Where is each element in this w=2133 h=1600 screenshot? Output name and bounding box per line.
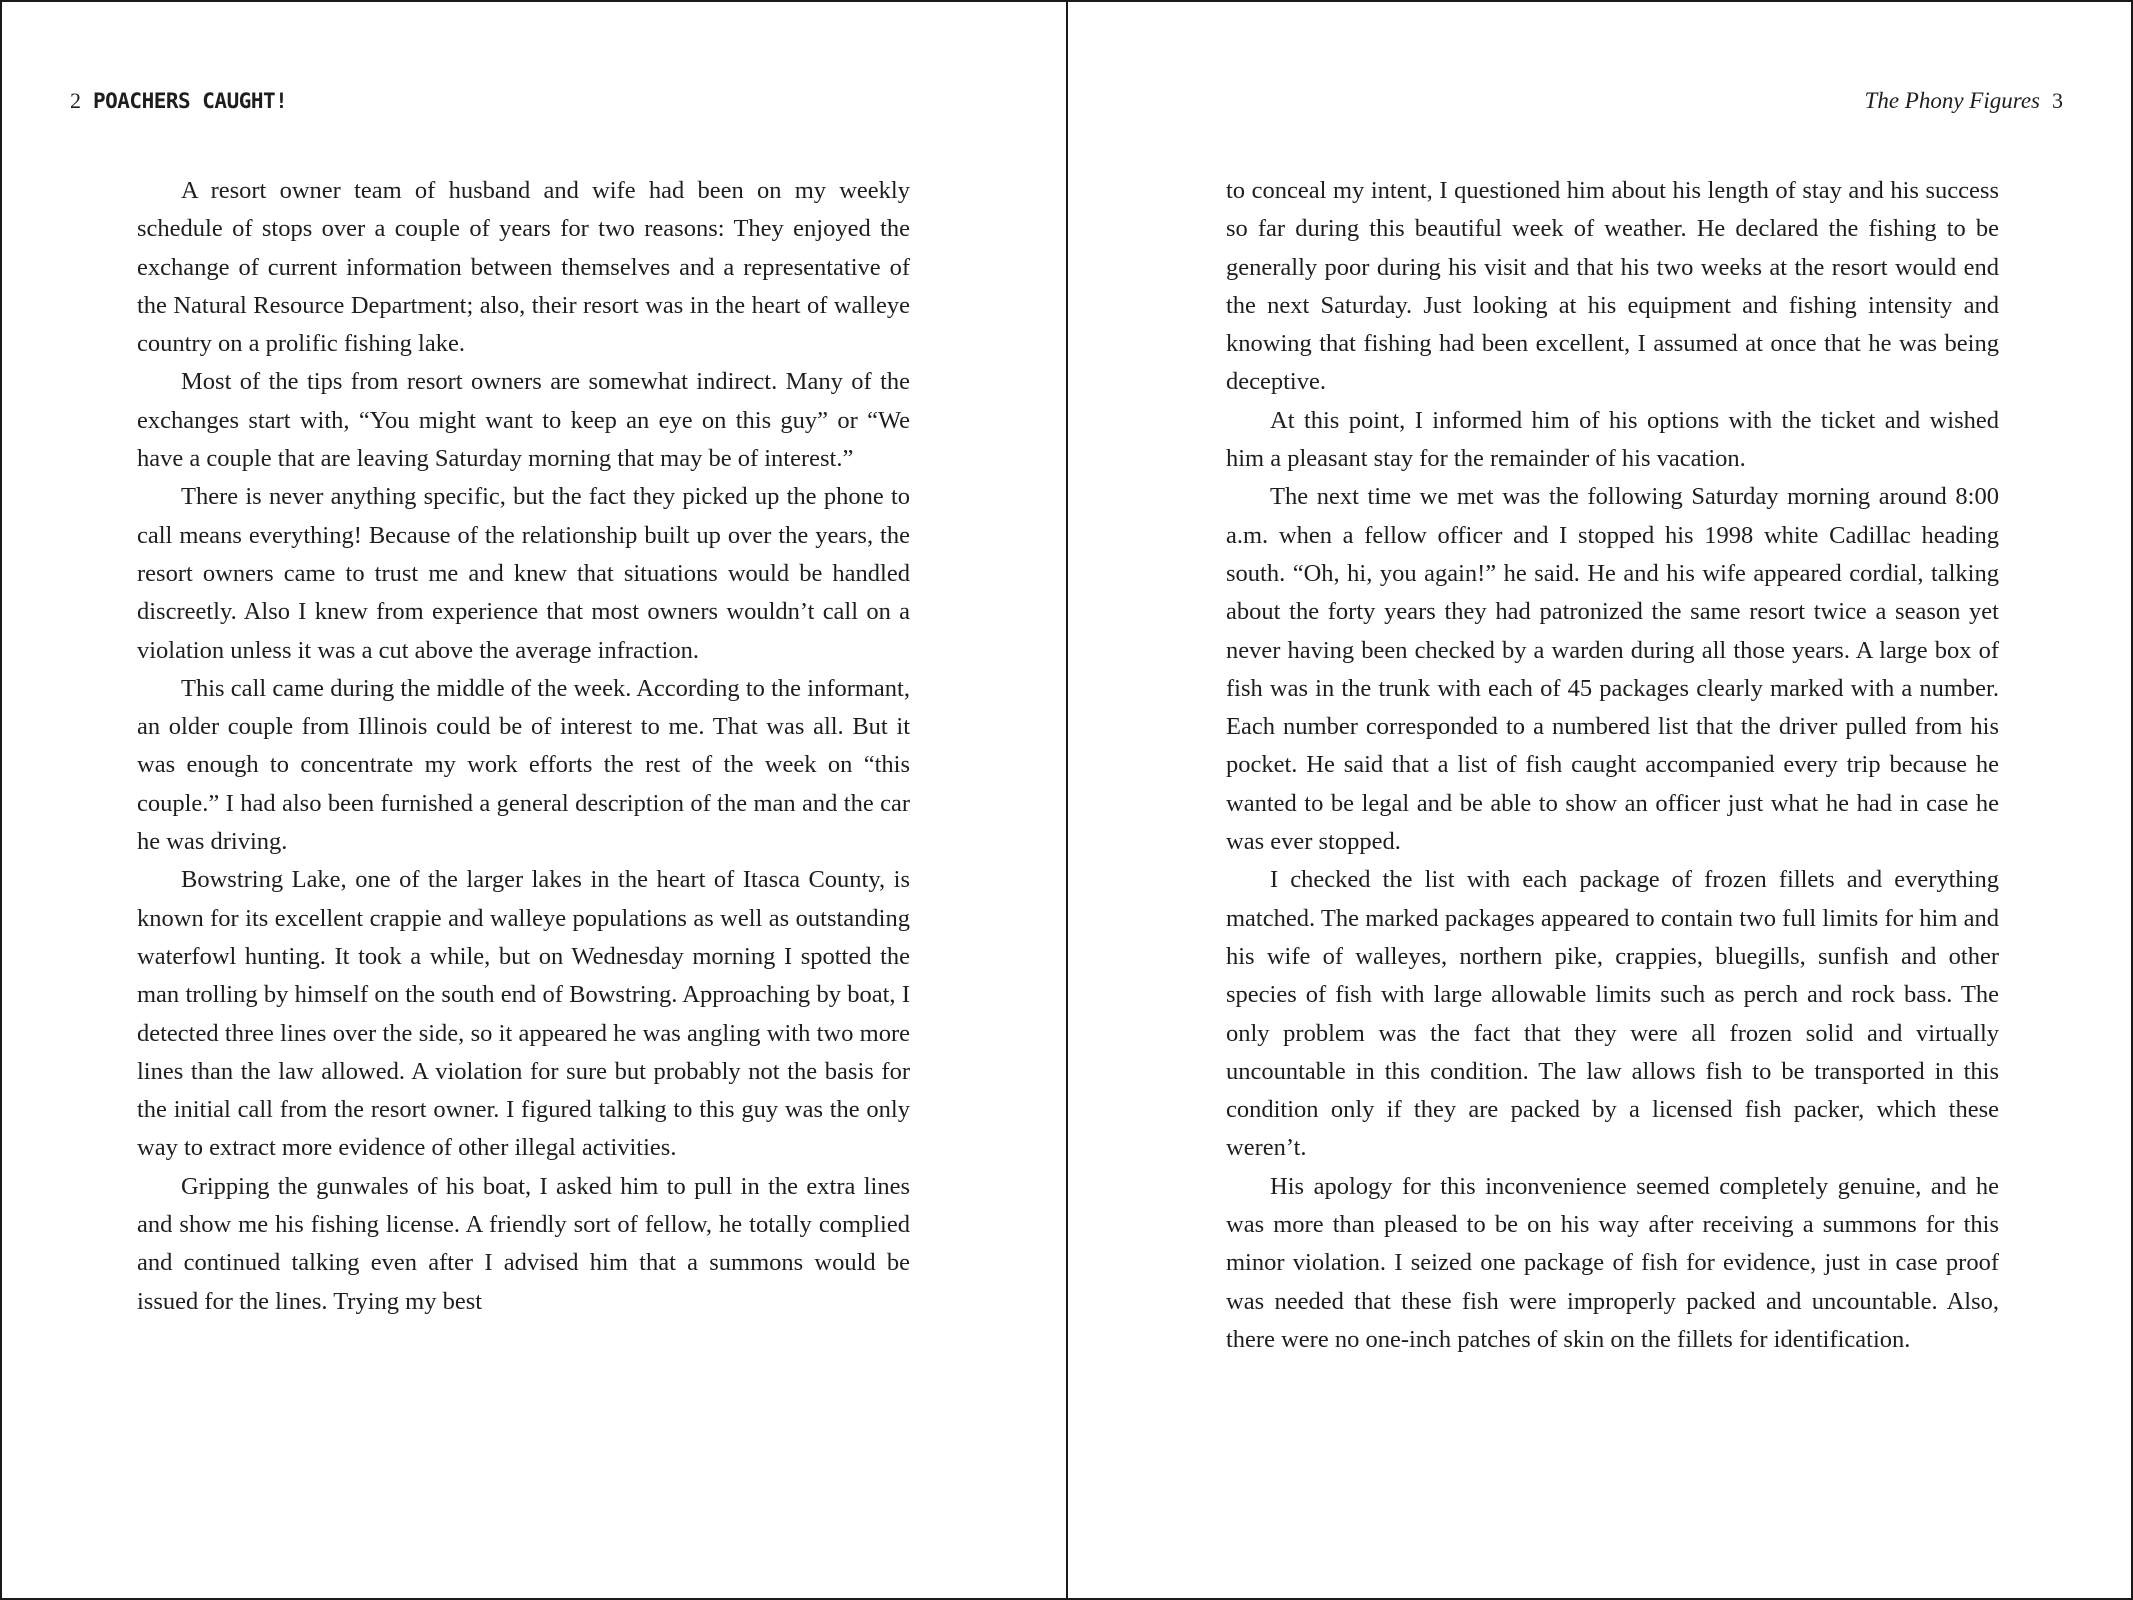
left-page [0,0,1066,1600]
paragraph: The next time we met was the following Saturday morning around 8:00 a.m. when a fellow officer and I stopped his 1998 white Cadillac heading south. “Oh, hi, you again!” he said. He and his wife appeared cordial, talking about the forty years they had patronized the same resort twice a season yet never having been checked by a warden during all those years. A large box of fish was in the trunk with each of 45 packages clearly marked with a number. Each number corresponded to a numbered list that the driver pulled from his pocket. He said that a list of fish caught accompanied every trip because he wanted to be legal and be able to show an officer just what he had in case he was ever stopped. [1226,483,1999,856]
paragraph: Gripping the gunwales of his boat, I asked him to pull in the extra lines and show me his fishing license. A friendly sort of fellow, he totally complied and continued talking even after I advised him that a summons would be issued for the lines. Trying my best [137,1172,910,1315]
paragraph: A resort owner team of husband and wife had been on my weekly schedule of stops over a couple of years for two reasons: They enjoyed the exchange of current information between themselves and a representative of the Natural Resource Department; also, their resort was in the heart of walleye country on a prolific fishing lake. [137,177,910,358]
running-head-left [70,86,287,116]
paragraph: Bowstring Lake, one of the larger lakes in the heart of Itasca County, is known for its excellent crappie and walleye populations as well as outstanding waterfowl hunting. It took a while, but on Wednesday morning I spotted the man trolling by himself on the south end of Bowstring. Approaching by boat, I detected three lines over the side, so it appeared he was angling with two more lines than the law allowed. A violation for sure but probably not the basis for the initial call from the resort owner. I figured talking to this guy was the only way to extract more evidence of other illegal activities. [137,866,910,1162]
chapter-title: The Phony Figures [1864,88,2040,113]
page-number-left: 2 [70,88,81,113]
book-title: POACHERS CAUGHT! [93,89,288,113]
paragraph: At this point, I informed him of his options with the ticket and wished him a pleasant stay for the remainder of his vacation. [1226,406,1999,473]
paragraph: This call came during the middle of the week. According to the informant, an older couple from Illinois could be of interest to me. That was all. But it was enough to concentrate my work efforts the rest of the week on “this couple.” I had also been furnished a general description of the man and the car he was driving. [137,674,910,856]
paragraph: There is never anything specific, but the fact they picked up the phone to call means everything! Because of the relationship built up over the years, the resort owners came to trust me and knew that situations would be handled discreetly. Also I knew from experience that most owners wouldn’t call on a violation unless it was a cut above the average infraction. [137,483,910,664]
left-page-body [137,172,910,1321]
paragraph-continuation: to conceal my intent, I questioned him about his length of stay and his success so far during this beautiful week of weather. He declared the fishing to be generally poor during his visit and that his two weeks at the resort would end the next Saturday. Just looking at his equipment and fishing intensity and knowing that fishing had been excellent, I assumed at once that he was being deceptive. [1226,177,1999,396]
paragraph: I checked the list with each package of frozen fillets and everything matched. The marked packages appeared to contain two full limits for him and his wife of walleyes, northern pike, crappies, bluegills, sunfish and other species of fish with large allowable limits such as perch and rock bass. The only problem was the fact that they were all frozen solid and virtually uncountable in this condition. The law allows fish to be transported in this condition only if they are packed by a licensed fish packer, which these weren’t. [1226,866,1999,1162]
page-number-right: 3 [2052,88,2063,113]
right-page-body [1226,172,1999,1359]
paragraph: His apology for this inconvenience seemed completely genuine, and he was more than pleased to be on his way after receiving a summons for this minor violation. I seized one package of fish for evidence, just in case proof was needed that these fish were improperly packed and uncountable. Also, there were no one-inch patches of skin on the fillets for identification. [1226,1172,1999,1353]
right-page [1068,0,2133,1600]
running-head-right [1865,86,2063,116]
paragraph: Most of the tips from resort owners are somewhat indirect. Many of the exchanges start with, “You might want to keep an eye on this guy” or “We have a couple that are leaving Saturday morning that may be of interest.” [137,368,910,473]
